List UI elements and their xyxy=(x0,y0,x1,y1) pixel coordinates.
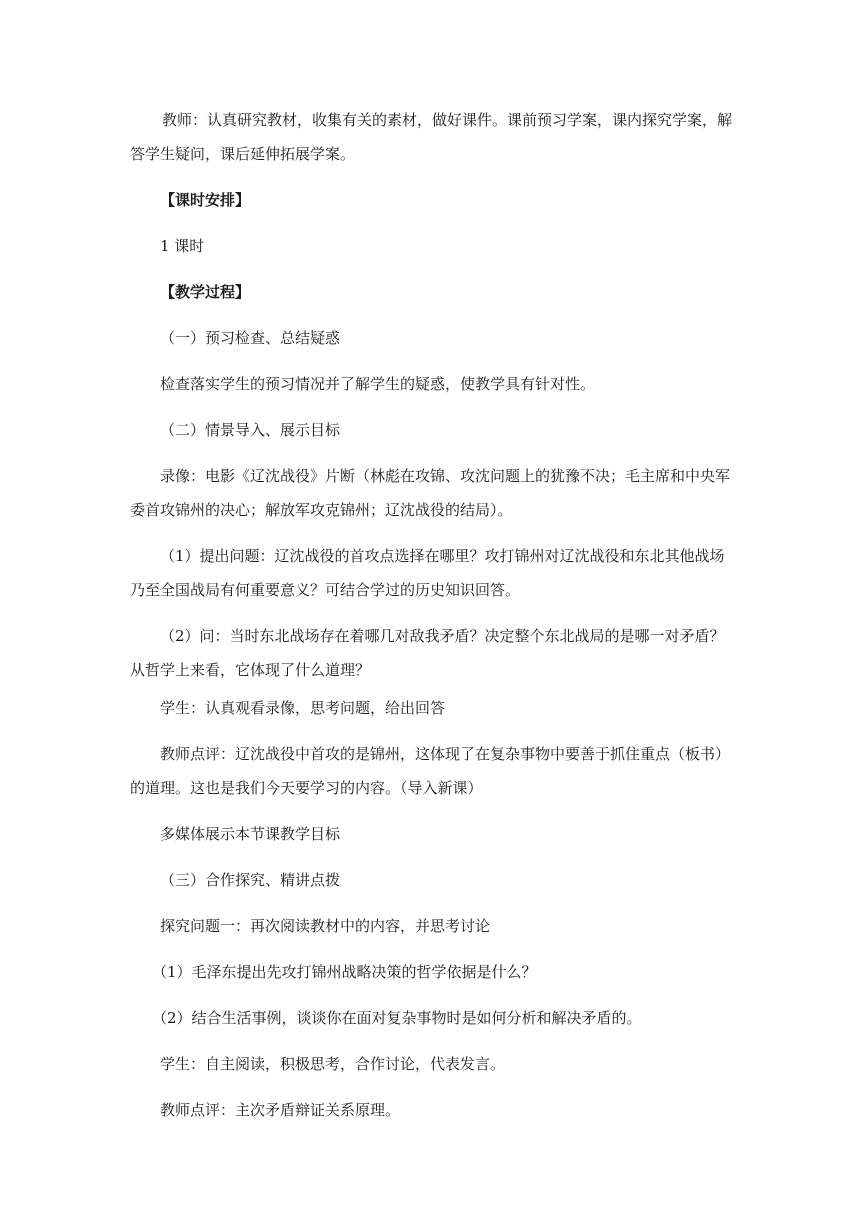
section-1-title: （一）预习检查、总结疑惑 xyxy=(160,329,341,347)
heading-schedule: 【课时安排】 xyxy=(160,191,251,209)
question-2-line-1: （2）问：当时东北战场存在着哪几对敌我矛盾？决定整个东北战局的是哪一对矛盾？ xyxy=(160,627,725,645)
section-3-title: （三）合作探究、精讲点拨 xyxy=(160,871,341,889)
question-1-line-2: 乃至全国战局有何重要意义？可结合学过的历史知识回答。 xyxy=(130,581,521,599)
teacher-prep-line-1: 教师：认真研究教材，收集有关的素材，做好课件。课前预习学案，课内探究学案，解 xyxy=(162,111,733,129)
question-2-paragraph xyxy=(130,619,730,687)
schedule-value: 1 课时 xyxy=(160,237,205,255)
teacher-comment-1 xyxy=(130,737,730,805)
section-1-text: 检查落实学生的预习情况并了解学生的疑惑，使教学具有针对性。 xyxy=(160,375,596,393)
explore-problem-1: 探究问题一：再次阅读教材中的内容，并思考讨论 xyxy=(160,917,491,935)
student-response-1: 学生：认真观看录像，思考问题，给出回答 xyxy=(160,699,446,717)
question-2-line-2: 从哲学上来看，它体现了什么道理？ xyxy=(130,661,371,679)
video-paragraph xyxy=(130,459,730,527)
teacher-prep-paragraph xyxy=(130,103,733,171)
teacher-comment-1-line-2: 的道理。这也是我们今天要学习的内容。（导入新课） xyxy=(130,779,483,797)
video-line-1: 录像：电影《辽沈战役》片断（林彪在攻锦、攻沈问题上的犹豫不决；毛主席和中央军 xyxy=(160,467,731,485)
heading-process: 【教学过程】 xyxy=(160,283,251,301)
explore-question-2: （2）结合生活事例，谈谈你在面对复杂事物时是如何分析和解决矛盾的。 xyxy=(152,1009,642,1027)
explore-question-1: （1）毛泽东提出先攻打锦州战略决策的哲学依据是什么？ xyxy=(152,963,537,981)
section-2-title: （二）情景导入、展示目标 xyxy=(160,421,341,439)
video-line-2: 委首攻锦州的决心；解放军攻克锦州；辽沈战役的结局）。 xyxy=(130,501,513,519)
student-response-2: 学生：自主阅读，积极思考，合作讨论，代表发言。 xyxy=(160,1055,506,1073)
question-1-paragraph xyxy=(130,539,730,607)
media-objectives: 多媒体展示本节课教学目标 xyxy=(160,825,341,843)
teacher-comment-1-line-1: 教师点评：辽沈战役中首攻的是锦州，这体现了在复杂事物中要善于抓住重点（板书） xyxy=(160,745,731,763)
teacher-comment-2: 教师点评：主次矛盾辩证关系原理。 xyxy=(160,1101,401,1119)
teacher-prep-line-2: 答学生疑问，课后延伸拓展学案。 xyxy=(130,145,356,163)
question-1-line-1: （1）提出问题：辽沈战役的首攻点选择在哪里？攻打锦州对辽沈战役和东北其他战场 xyxy=(160,547,725,565)
